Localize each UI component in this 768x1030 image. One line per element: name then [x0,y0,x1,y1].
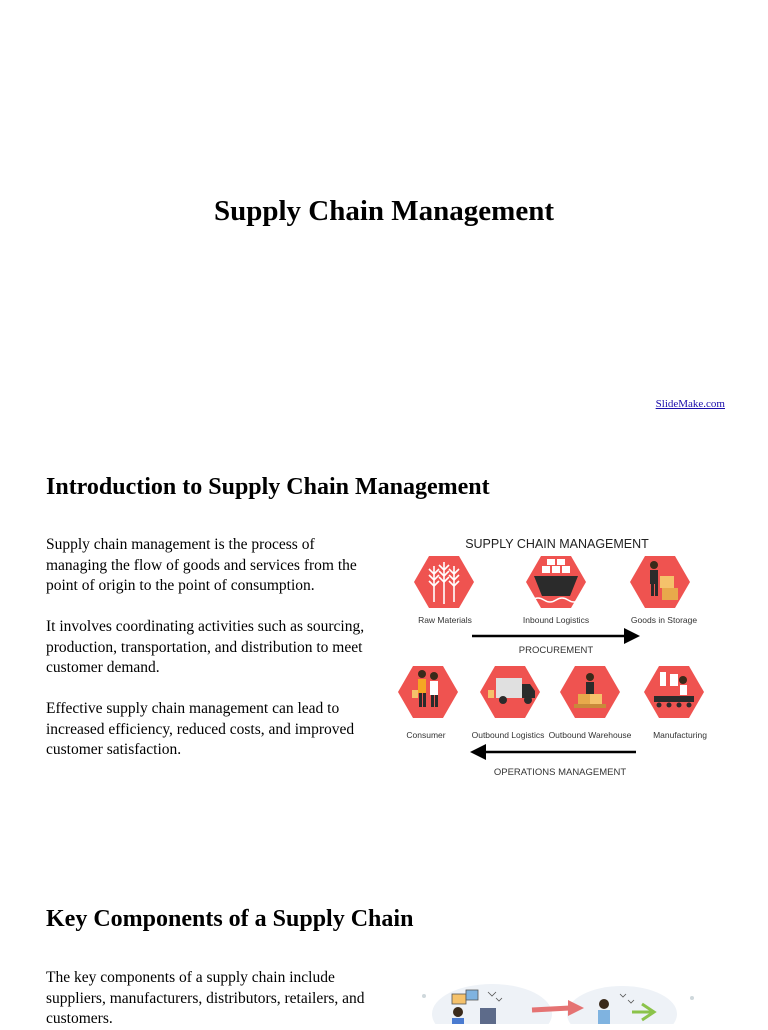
key-components-heading: Key Components of a Supply Chain [46,906,414,932]
raw-materials-label: Raw Materials [418,615,472,625]
inbound-logistics-label: Inbound Logistics [522,615,590,625]
intro-paragraph-2: It involves coordinating activities such as sourcing, production, transportation, and distribution to meet customer demand. [46,618,365,676]
goods-in-storage-label: Goods in Storage [630,615,698,625]
outbound-warehouse-label: Outbound Warehouse [548,730,632,740]
wheat-icon [429,562,459,604]
manufacturing-label: Manufacturing [653,730,707,740]
procurement-label: PROCUREMENT [518,645,594,656]
procurement-arrow [472,628,640,644]
raw-materials-hexagon [414,556,474,608]
intro-paragraph-3: Effective supply chain management can lead to increased efficiency, reduced costs, and improved customer satisfaction. [46,700,355,758]
diagram-title: SUPPLY CHAIN MANAGEMENT [465,537,649,551]
goods-in-storage-hexagon [630,556,690,608]
page-title: Supply Chain Management [213,195,554,227]
consumer-hexagon [398,666,458,718]
intro-paragraph-1: Supply chain management is the process of managing the flow of goods and services from the point of origin to the point of consumption. [46,536,357,594]
intro-heading: Introduction to Supply Chain Management [46,474,490,500]
operations-management-label: OPERATIONS MANAGEMENT [493,767,627,778]
outbound-warehouse-hexagon [560,666,620,718]
inbound-logistics-hexagon [526,556,586,608]
outbound-logistics-label: Outbound Logistics [471,730,545,740]
manufacturing-hexagon [644,666,704,718]
consumer-label: Consumer [406,730,446,740]
slidemake-link[interactable]: SlideMake.com [655,398,725,410]
supply-chain-diagram [392,530,728,786]
supply-chain-illustration [392,968,728,1024]
operations-arrow [470,744,636,760]
key-components-paragraph-1: The key components of a supply chain include suppliers, manufacturers, distributors, retailers, and customers. [46,969,365,1027]
outbound-logistics-hexagon [480,666,540,718]
